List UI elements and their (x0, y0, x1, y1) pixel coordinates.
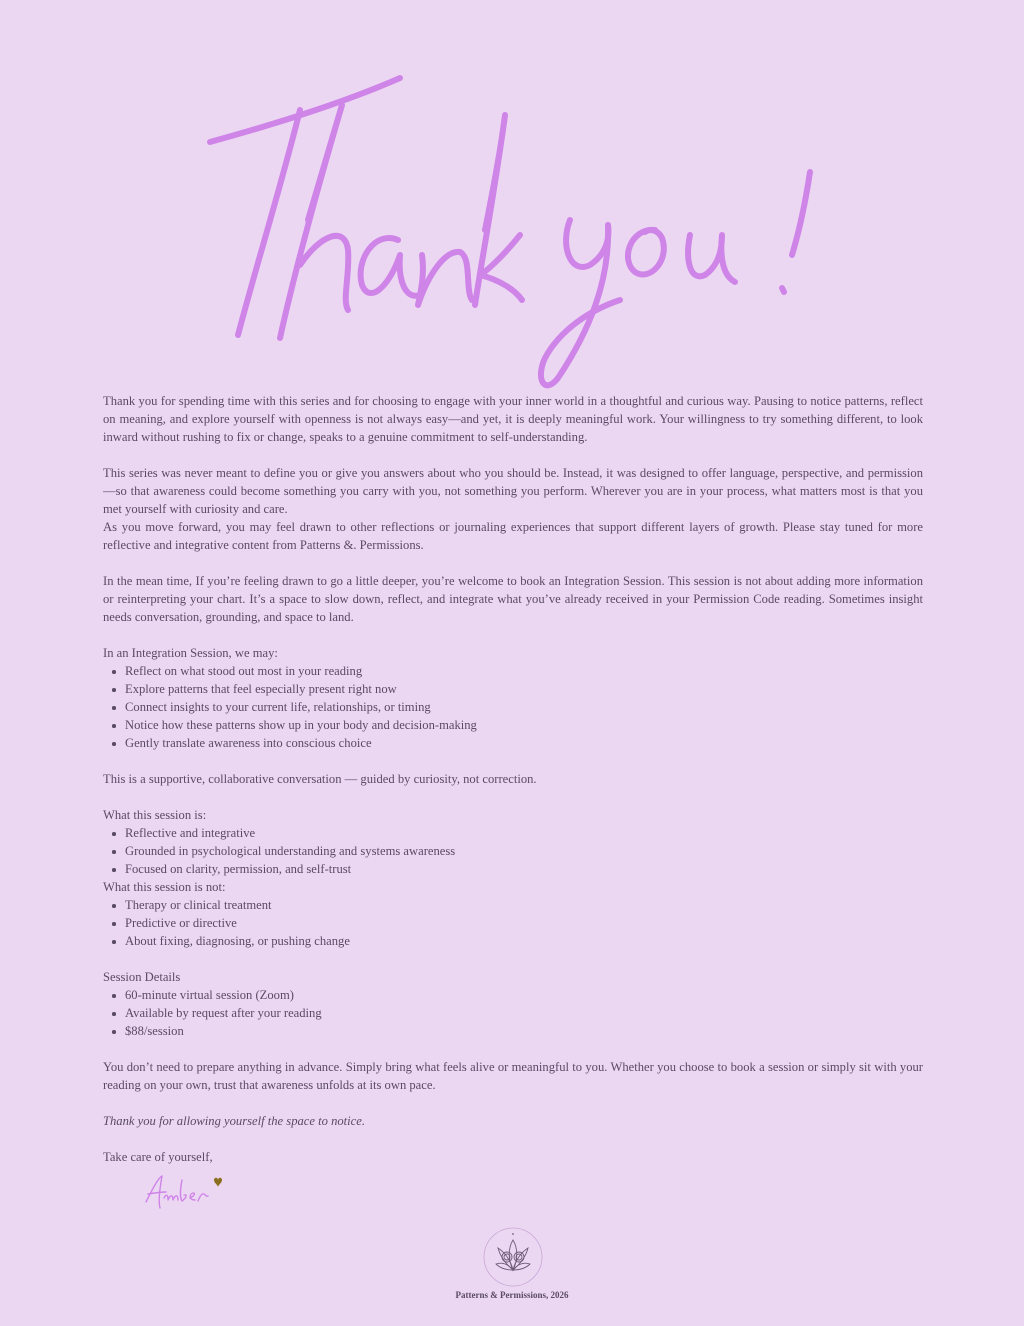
paragraph-thanks-italic: Thank you for allowing yourself the space to notice. (103, 1114, 365, 1128)
integration-list (103, 662, 923, 752)
paragraph-integration-invite: In the mean time, If you’re feeling drawn to go a little deeper, you’re welcome to book an Integration Session. This session is not about adding more information or reinterpreting your chart. It’s a space to slow down, reflect, and integrate what you’ve already received in your Permission Code reading. Sometimes insight needs conversation, grounding, and space to land. (103, 574, 923, 624)
list-item: Notice how these patterns show up in your body and decision-making (125, 716, 923, 734)
patterns-permissions-logo (482, 1226, 544, 1288)
session-not-list (103, 896, 923, 950)
heart-icon (214, 1178, 222, 1187)
signature-graphic (140, 1168, 240, 1216)
list-item: Reflect on what stood out most in your reading (125, 662, 923, 680)
letter-body (103, 392, 923, 1166)
integration-heading: In an Integration Session, we may: (103, 646, 278, 660)
paragraph-series-purpose: This series was never meant to define you or give you answers about who you should be. Instead, it was designed to offer language, perspective, and permission—so that awareness could become something you carry with you, not something you perform. Wherever you are in your process, what matters most is that you met yourself with curiosity and care. (103, 466, 923, 516)
thank-you-title (150, 60, 880, 390)
list-item: Predictive or directive (125, 914, 923, 932)
paragraph-move-forward: As you move forward, you may feel drawn to other reflections or journaling experiences that support different layers of growth. Please stay tuned for more reflective and integrative content from Patterns &. Permissions. (103, 520, 923, 552)
list-item: Available by request after your reading (125, 1004, 923, 1022)
list-item: Connect insights to your current life, relationships, or timing (125, 698, 923, 716)
list-item: Grounded in psychological understanding and systems awareness (125, 842, 923, 860)
list-item: Explore patterns that feel especially present right now (125, 680, 923, 698)
thank-you-script-graphic (150, 60, 880, 390)
paragraph-sign-off: Take care of yourself, (103, 1150, 213, 1164)
session-is-heading: What this session is: (103, 808, 207, 822)
session-details-heading: Session Details (103, 970, 181, 984)
session-not-heading: What this session is not: (103, 880, 226, 894)
session-details-list (103, 986, 923, 1040)
signature-amber (140, 1168, 240, 1216)
footer-copyright: Patterns & Permissions, 2026 (455, 1290, 569, 1300)
paragraph-closing: You don’t need to prepare anything in advance. Simply bring what feels alive or meaningful to you. Whether you choose to book a session or simply sit with your reading on your own, trust that awareness unfolds at its own pace. (103, 1060, 923, 1092)
list-item: Gently translate awareness into conscious choice (125, 734, 923, 752)
list-item: About fixing, diagnosing, or pushing change (125, 932, 923, 950)
list-item: Therapy or clinical treatment (125, 896, 923, 914)
paragraph-intro: Thank you for spending time with this series and for choosing to engage with your inner world in a thoughtful and curious way. Pausing to notice patterns, reflect on meaning, and explore yourself with openness is not always easy—and yet, it is deeply meaningful work. Your willingness to try something different, to look inward without rushing to fix or change, speaks to a genuine commitment to self-understanding. (103, 394, 923, 444)
list-item: $88/session (125, 1022, 923, 1040)
session-is-list (103, 824, 923, 878)
paragraph-supportive: This is a supportive, collaborative conversation — guided by curiosity, not correction. (103, 772, 537, 786)
list-item: Reflective and integrative (125, 824, 923, 842)
list-item: Focused on clarity, permission, and self-trust (125, 860, 923, 878)
list-item: 60-minute virtual session (Zoom) (125, 986, 923, 1004)
